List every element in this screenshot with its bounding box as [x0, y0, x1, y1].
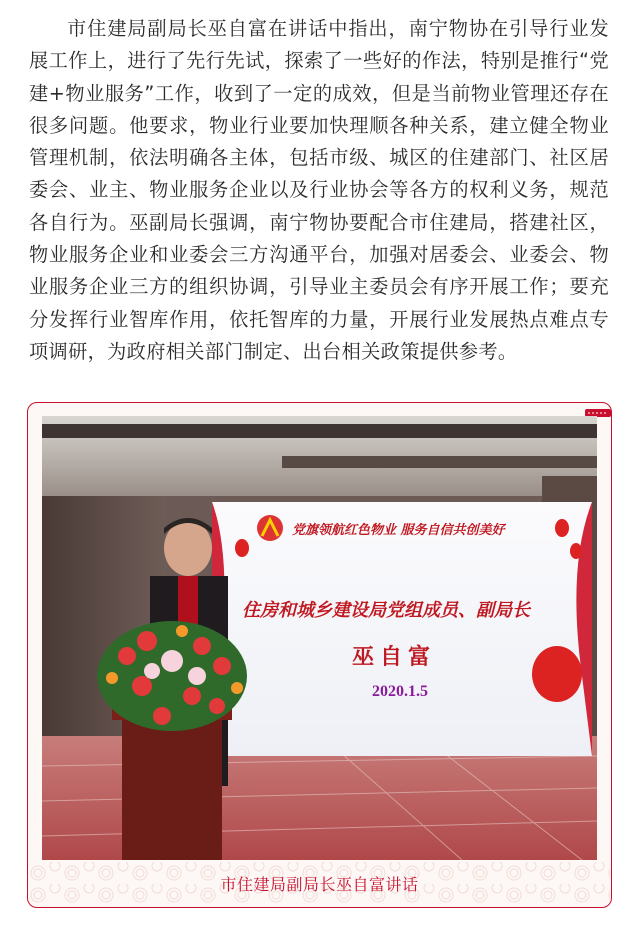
banner-date: 2020.1.5 [372, 683, 428, 700]
banner-name: 巫自富 [352, 644, 437, 670]
banner-slogan: 党旗领航红色物业 服务自信共创美好 [292, 523, 505, 538]
banner-title: 住房和城乡建设局党组成员、副局长 [242, 600, 530, 621]
article [0, 0, 637, 368]
flower-arrangement [97, 621, 247, 731]
article-paragraph: 市住建局副局长巫自富在讲话中指出，南宁物协在引导行业发展工作上，进行了先行先试，探索了一些好的作法，特别是推行“党建+物业服务”工作，收到了一定的成效，但是当前物业管理还存在很多问题。他要求，物业行业要加快理顺各种关系，建立健全物业管理机制，依法明确各主体，包括市级、城区的住建部门、社区居委会、业主、物业服务企业以及行业协会等各方的权利义务，规范各自行为。巫副局长强调，南宁物协要配合市住建局，搭建社区，物业服务企业和业委会三方沟通平台，加强对居委会、业委会、物业服务企业三方的组织协调，引导业主委员会有序开展工作；要充分发挥行业智库作用，依托智库的力量，开展行业发展热点难点专项调研，为政府相关部门制定、出台相关政策提供参考。 [29, 17, 609, 363]
event-photo [42, 416, 597, 860]
event-photo-scene [42, 416, 597, 860]
photo-caption: 市住建局副局长巫自富讲话 [220, 877, 419, 894]
